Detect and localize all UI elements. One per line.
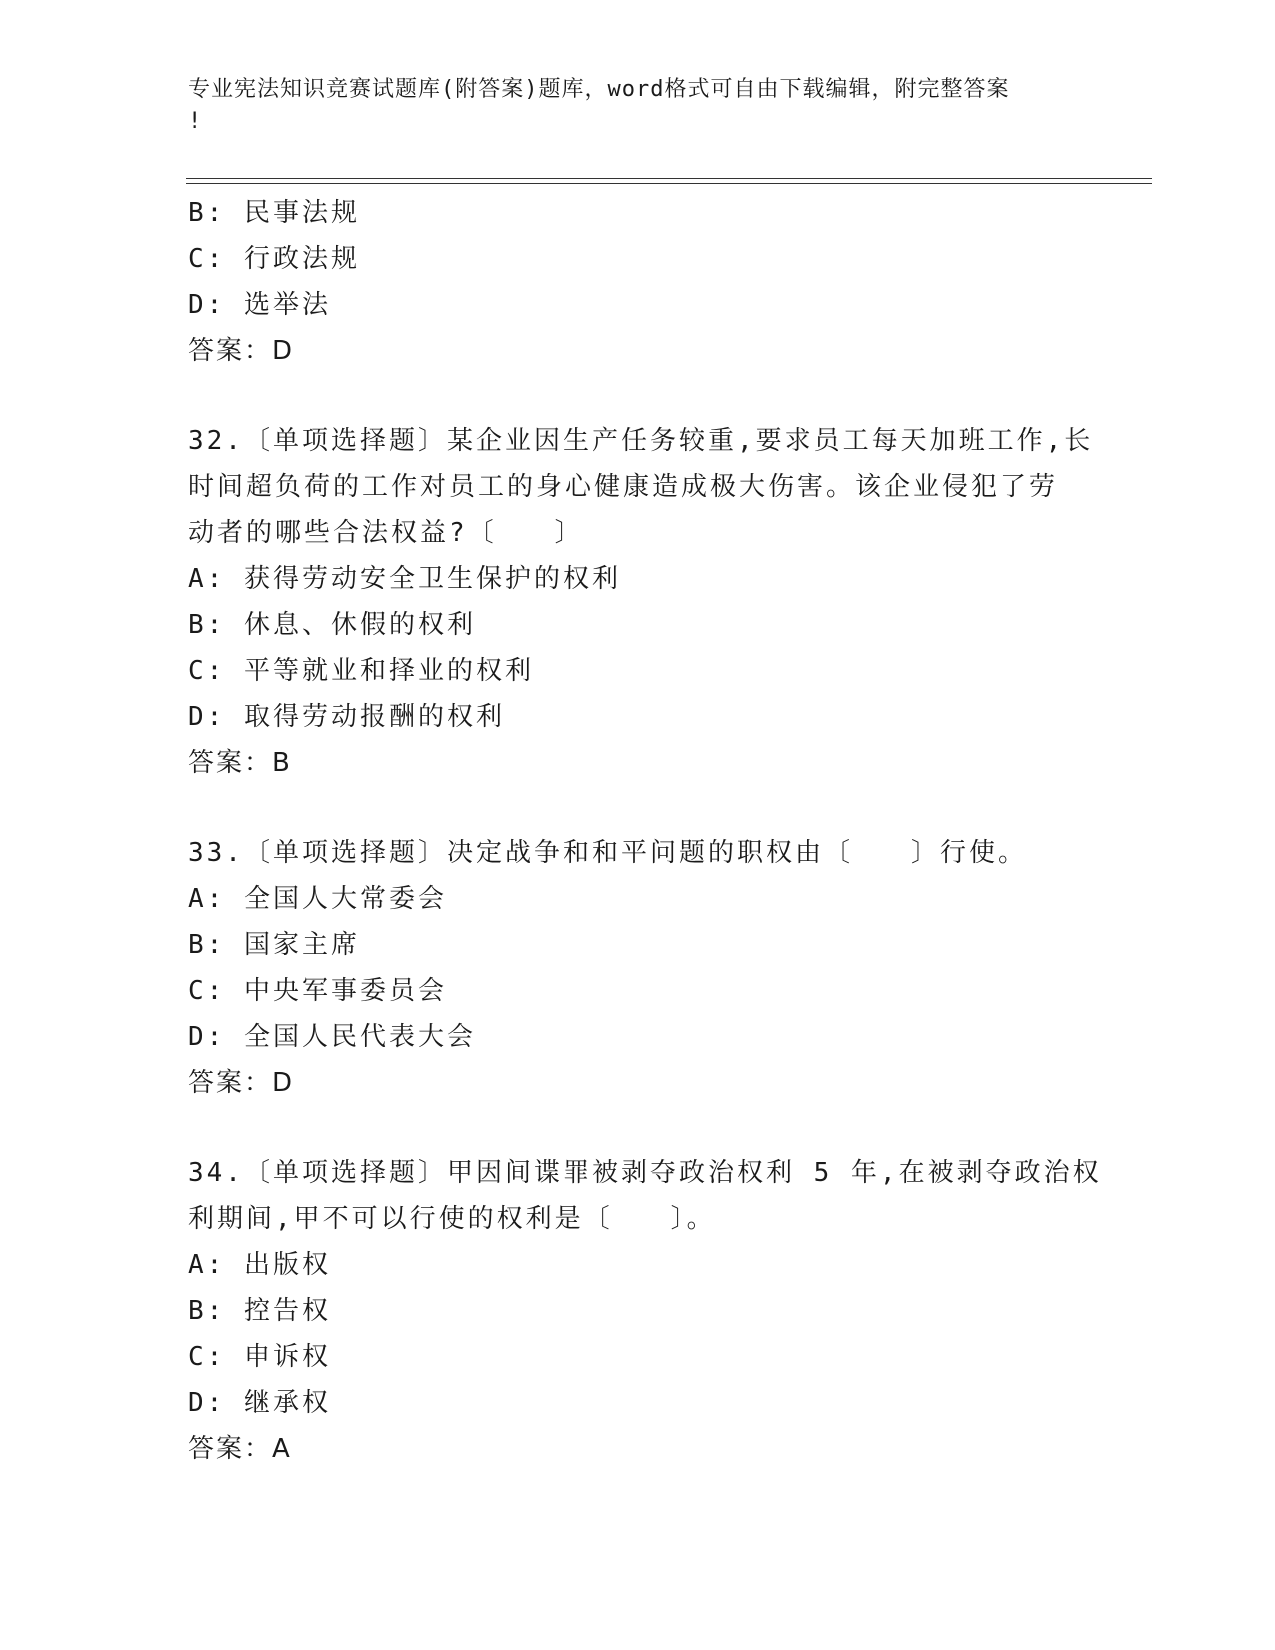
- option-a: A: 获得劳动安全卫生保护的权利: [188, 564, 621, 594]
- header-line-1: 专业宪法知识竞赛试题库(附答案)题库，word格式可自由下载编辑，附完整答案: [188, 77, 1010, 102]
- option-d: D: 取得劳动报酬的权利: [188, 702, 505, 732]
- option-b: B: 国家主席: [188, 930, 360, 960]
- option-d: D: 全国人民代表大会: [188, 1022, 476, 1052]
- answer-line: 答案：D: [188, 1068, 295, 1098]
- question-text-line: 动者的哪些合法权益?〔 〕: [188, 518, 584, 548]
- answer-line: 答案：B: [188, 748, 292, 778]
- option-d: D: 继承权: [188, 1388, 331, 1418]
- spacer: [188, 374, 1088, 418]
- option-c: C: 行政法规: [188, 244, 360, 274]
- question-text-line: 利期间,甲不可以行使的权利是〔 〕。: [188, 1204, 716, 1234]
- question-32: [188, 418, 1094, 786]
- header-rule-bottom: [186, 183, 1152, 184]
- question-text-line: 34.〔单项选择题〕甲因间谍罪被剥夺政治权利 5 年,在被剥夺政治权: [188, 1158, 1102, 1188]
- page-header: [188, 74, 1068, 138]
- option-b: B: 民事法规: [188, 198, 360, 228]
- question-34: [188, 1150, 1102, 1472]
- option-c: C: 中央军事委员会: [188, 976, 447, 1006]
- question-text-line: 32.〔单项选择题〕某企业因生产任务较重,要求员工每天加班工作,长: [188, 426, 1094, 456]
- question-text-line: 33.〔单项选择题〕决定战争和和平问题的职权由〔 〕行使。: [188, 838, 1027, 868]
- document-body: [188, 190, 1102, 1472]
- option-a: A: 出版权: [188, 1250, 331, 1280]
- option-b: B: 休息、休假的权利: [188, 610, 476, 640]
- spacer: [188, 786, 1088, 830]
- header-rule-top: [186, 178, 1152, 179]
- question-31-continued: [188, 190, 1088, 374]
- option-c: C: 平等就业和择业的权利: [188, 656, 534, 686]
- option-b: B: 控告权: [188, 1296, 331, 1326]
- question-33: [188, 830, 1088, 1106]
- answer-line: 答案：D: [188, 336, 295, 366]
- question-text-line: 时间超负荷的工作对员工的身心健康造成极大伤害。该企业侵犯了劳: [188, 472, 1059, 502]
- spacer: [188, 1106, 1088, 1150]
- option-d: D: 选举法: [188, 290, 331, 320]
- option-a: A: 全国人大常委会: [188, 884, 447, 914]
- option-c: C: 申诉权: [188, 1342, 331, 1372]
- answer-line: 答案：A: [188, 1434, 292, 1464]
- header-line-2: !: [188, 109, 203, 134]
